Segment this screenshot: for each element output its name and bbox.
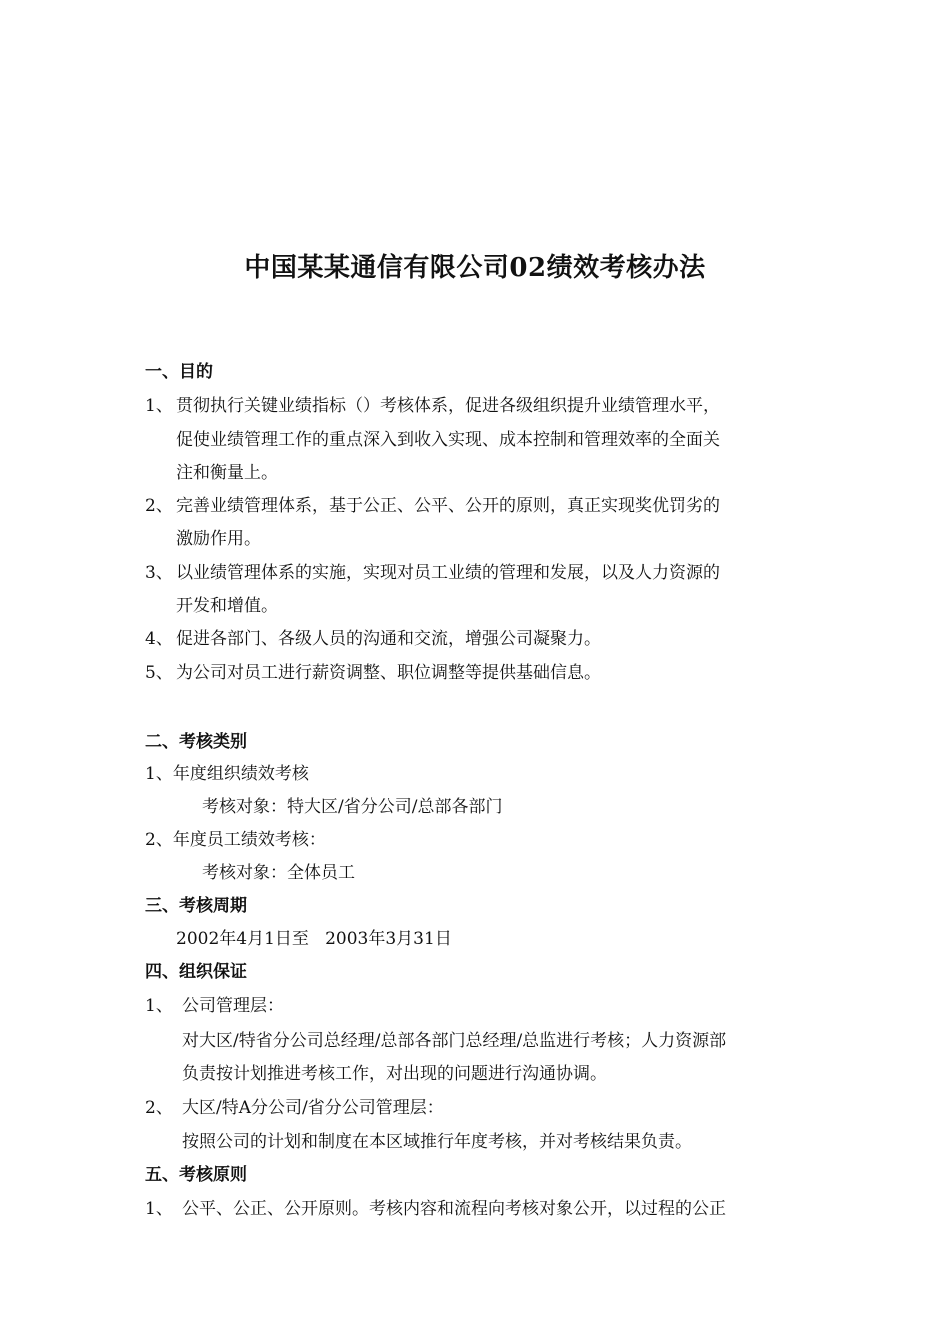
list-number: 1、: [145, 996, 173, 1016]
list-number: 2、: [145, 496, 173, 516]
list-number: 2、: [145, 1098, 173, 1118]
category-item-1-target: 考核对象：特大区/省分公司/总部各部门: [202, 797, 503, 817]
paragraph-text: 以业绩管理体系的实施，实现对员工业绩的管理和发展，以及人力资源的: [176, 563, 720, 583]
category-item-1: 1、年度组织绩效考核: [145, 764, 309, 784]
paragraph-text: 为公司对员工进行薪资调整、职位调整等提供基础信息。: [176, 663, 601, 683]
purpose-item-3-line-2: 开发和增值。: [176, 596, 278, 616]
paragraph-text: 完善业绩管理体系，基于公正、公平、公开的原则，真正实现奖优罚劣的: [176, 496, 720, 516]
paragraph-text: 促进各部门、各级人员的沟通和交流，增强公司凝聚力。: [176, 629, 601, 649]
list-number: 3、: [145, 563, 173, 583]
organization-item-1-line-2: 负责按计划推进考核工作，对出现的问题进行沟通协调。: [182, 1064, 607, 1084]
purpose-item-2-line-1: [145, 494, 720, 518]
organization-item-1-title: [145, 994, 284, 1018]
paragraph-text: 贯彻执行关键业绩指标（）考核体系，促进各级组织提升业绩管理水平，: [176, 396, 720, 416]
category-item-2-target: 考核对象：全体员工: [202, 863, 355, 883]
paragraph-text: 公司管理层：: [182, 996, 284, 1016]
organization-item-1-line-1: 对大区/特省分公司总经理/总部各部门总经理/总监进行考核；人力资源部: [182, 1031, 727, 1051]
period-text: 2002年4月1日至 2003年3月31日: [176, 929, 452, 949]
section-heading-principles: 五、考核原则: [145, 1165, 247, 1185]
list-number: 1、: [145, 396, 173, 416]
category-item-2: 2、年度员工绩效考核：: [145, 830, 326, 850]
section-heading-period: 三、考核周期: [145, 896, 247, 916]
list-number: 5、: [145, 663, 173, 683]
purpose-item-1-line-2: 促使业绩管理工作的重点深入到收入实现、成本控制和管理效率的全面关: [176, 430, 720, 450]
purpose-item-2-line-2: 激励作用。: [176, 529, 261, 549]
purpose-item-1-line-3: 注和衡量上。: [176, 463, 278, 483]
paragraph-text: 大区/特A分公司/省分公司管理层：: [182, 1098, 444, 1118]
document-title: 中国某某通信有限公司02绩效考核办法: [244, 253, 706, 283]
section-heading-purpose: 一、目的: [145, 362, 213, 382]
list-number: 4、: [145, 629, 173, 649]
purpose-item-1-line-1: [145, 394, 720, 418]
paragraph-text: 公平、公正、公开原则。考核内容和流程向考核对象公开，以过程的公正: [182, 1199, 726, 1219]
organization-item-2-title: [145, 1096, 444, 1120]
purpose-item-5: [145, 661, 601, 685]
list-number: 1、: [145, 1199, 173, 1219]
organization-item-2-line-1: 按照公司的计划和制度在本区域推行年度考核，并对考核结果负责。: [182, 1132, 692, 1152]
section-heading-categories: 二、考核类别: [145, 732, 247, 752]
purpose-item-4: [145, 627, 601, 651]
section-heading-organization: 四、组织保证: [145, 962, 247, 982]
purpose-item-3-line-1: [145, 561, 720, 585]
principle-item-1-line-1: [145, 1197, 726, 1221]
